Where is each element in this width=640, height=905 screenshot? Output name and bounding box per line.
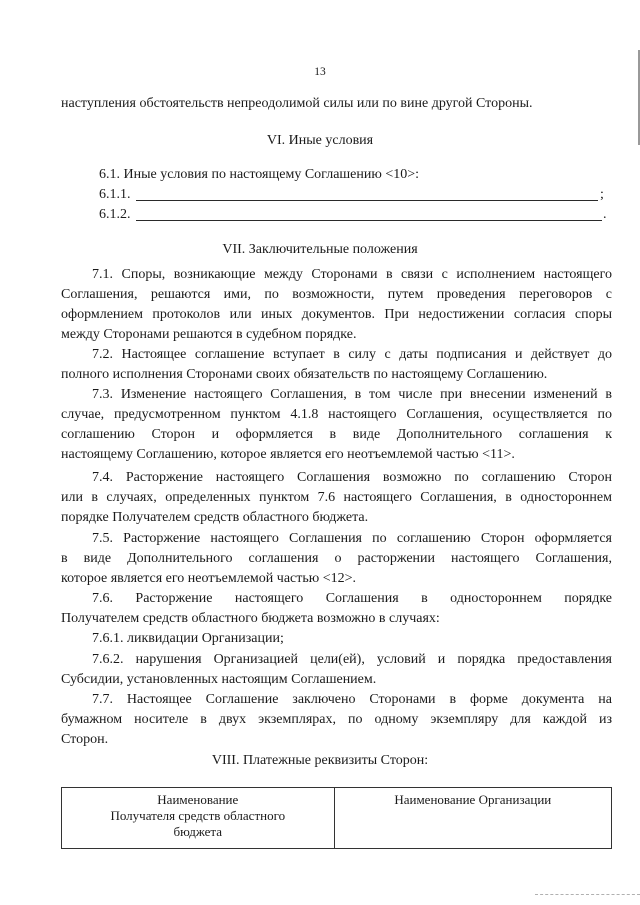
section-7-line: настоящему Соглашению, которое является его неотъемлемой частью <11>.: [61, 447, 515, 462]
item-6-1-1-end: ;: [600, 187, 604, 202]
section-7-line: которое является его неотъемлемой частью <12>.: [61, 571, 357, 586]
section-7-line: 7.7. Настоящее Соглашение заключено Сторонами в форме документа на: [92, 692, 612, 707]
organization-name-cell: Наименование Организации: [334, 788, 611, 849]
section-7-line: между Сторонами решаются в судебном порядке.: [61, 327, 357, 342]
section-7-line: Получателем средств областного бюджета возможно в случаях:: [61, 611, 440, 626]
section-7-line: порядке Получателем средств областного бюджета.: [61, 510, 369, 525]
section-7-line: в виде Дополнительного соглашения о расторжении настоящего Соглашения,: [61, 551, 612, 566]
section-7-line: 7.3. Изменение настоящего Соглашения, в том числе при внесении изменений в: [92, 387, 612, 402]
section-7-line: 7.2. Настоящее соглашение вступает в силу с даты подписания и действует до: [92, 347, 612, 362]
section-7-line: 7.1. Споры, возникающие между Сторонами в связи с исполнением настоящего: [92, 267, 612, 282]
section-7-line: 7.6.2. нарушения Организацией цели(ей), условий и порядка предоставления: [92, 652, 612, 667]
section-7-line: Сторон.: [61, 732, 109, 747]
section-8-title: VIII. Платежные реквизиты Сторон:: [211, 753, 429, 768]
bottom-rule: [535, 894, 640, 895]
section-7-line: 7.5. Расторжение настоящего Соглашения по соглашению Сторон оформляется: [92, 531, 612, 546]
item-6-1-2-blank: [136, 220, 602, 221]
section-6-title: VI. Иные условия: [266, 133, 374, 148]
section-7-line: Соглашения, решаются ими, по возможности, путем проведения переговоров с: [61, 287, 612, 302]
section-7-line: 7.6.1. ликвидации Организации;: [92, 631, 284, 646]
section-7-line: полного исполнения Сторонами своих обязательств по настоящему Соглашению.: [61, 367, 548, 382]
section-7-line: 7.4. Расторжение настоящего Соглашения возможно по соглашению Сторон: [92, 470, 612, 485]
section-7-line: бумажном носителе в двух экземплярах, по одному экземпляру для каждой из: [61, 712, 612, 727]
item-6-1: 6.1. Иные условия по настоящему Соглашению <10>:: [99, 167, 420, 182]
continuation-line: наступления обстоятельств непреодолимой силы или по вине другой Стороны.: [61, 96, 533, 111]
section-7-line: случае, предусмотренном пунктом 4.1.8 настоящего Соглашения, осуществляется по: [61, 407, 612, 422]
section-7-line: соглашению Сторон и оформляется в виде Дополнительного соглашения к: [61, 427, 612, 442]
item-6-1-2-end: .: [603, 207, 607, 222]
payment-details-table: [61, 787, 612, 849]
recipient-name-cell: Наименование Получателя средств областного бюджета: [62, 788, 335, 849]
section-7-title: VII. Заключительные положения: [222, 242, 418, 257]
section-7-line: 7.6. Расторжение настоящего Соглашения в одностороннем порядке: [92, 591, 612, 606]
item-6-1-1-blank: [136, 200, 598, 201]
item-6-1-2-label: 6.1.2.: [99, 207, 131, 222]
page-number: 13: [314, 66, 326, 78]
item-6-1-1-label: 6.1.1.: [99, 187, 131, 202]
section-7-line: оформлением протоколов или иных документов. При недостижении согласия споры: [61, 307, 612, 322]
section-7-line: Субсидии, установленных настоящим Соглашением.: [61, 672, 377, 687]
section-7-line: или в случаях, определенных пунктом 7.6 настоящего Соглашения, в одностороннем: [61, 490, 612, 505]
